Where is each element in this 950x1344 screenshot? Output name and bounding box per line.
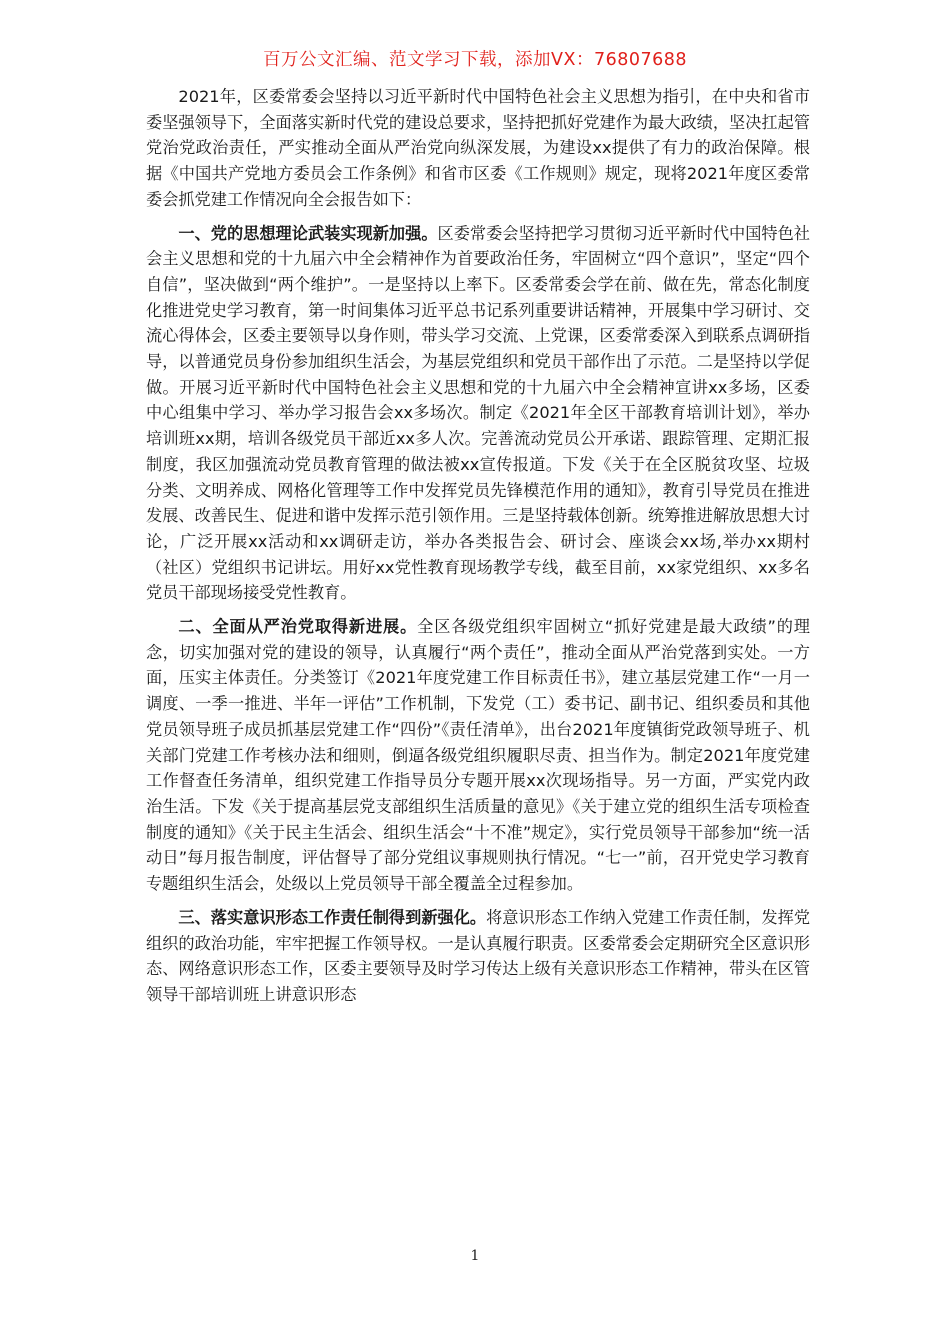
section-1-heading: 一、党的思想理论武装实现新加强。 (178, 223, 438, 243)
section-3-heading: 三、落实意识形态工作责任制得到新强化。 (178, 907, 487, 927)
section-1-text: 区委常委会坚持把学习贯彻习近平新时代中国特色社会主义思想和党的十九届六中全会精神作为首要政治任务，牢固树立“四个意识”，坚定“四个自信”，坚决做到“两个维护”。一是坚持以上率下。区委常委会学在前、做在先，常态化制度化推进党史学习教育，第一时间集体习近平总书记系列重要讲话精神，开展集中学习研讨、交流心得体会，区委主要领导以身作则，带头学习交流、上党课，区委常委深入到联系点调研指导，以普通党员身份参加组织生活会，为基层党组织和党员干部作出了示范。二是坚持以学促做。开展习近平新时代中国特色社会主义思想和党的十九届六中全会精神宣讲xx多场，区委中心组集中学习、举办学习报告会xx多场次。制定《2021年全区干部教育培训计划》，举办培训班xx期，培训各级党员干部近xx多人次。完善流动党员公开承诺、跟踪管理、定期汇报制度，我区加强流动党员教育管理的做法被xx宣传报道。下发《关于在全区脱贫攻坚、垃圾分类、文明养成、网格化管理等工作中发挥党员先锋模范作用的通知》，教育引导党员在推进发展、改善民生、促进和谐中发挥示范引领作用。三是坚持载体创新。统筹推进解放思想大讨论，广泛开展xx活动和xx调研走访，举办各类报告会、研讨会、座谈会xx场,举办xx期村（社区）党组织书记讲坛。用好xx党性教育现场教学专线，截至目前，xx家党组织、xx多名党员干部现场接受党性教育。 (146, 223, 810, 603)
header-watermark: 百万公文汇编、范文学习下载，添加VX：76807688 (262, 50, 688, 70)
page-number: 1 (470, 1248, 480, 1264)
document-body (146, 84, 810, 1016)
section-3-paragraph (146, 905, 810, 1008)
intro-paragraph: 2021年，区委常委会坚持以习近平新时代中国特色社会主义思想为指引，在中央和省市委坚强领导下，全面落实新时代党的建设总要求，坚持把抓好党建作为最大政绩，坚决扛起管党治党政治责任，严实推动全面从严治党向纵深发展，为建设xx提供了有力的政治保障。根据《中国共产党地方委员会工作条例》和省市区委《工作规则》规定，现将2021年度区委常委会抓党建工作情况向全会报告如下： (146, 87, 810, 209)
section-2-paragraph (146, 614, 810, 897)
section-3-text: 将意识形态工作纳入党建工作责任制，发挥党组织的政治功能，牢牢把握工作领导权。一是认真履行职责。区委常委会定期研究全区意识形态、网络意识形态工作，区委主要领导及时学习传达上级有关意识形态工作精神，带头在区管领导干部培训班上讲意识形态 (146, 907, 811, 1004)
section-1-paragraph (146, 221, 810, 607)
section-2-text: 全区各级党组织牢固树立“抓好党建是最大政绩”的理念，切实加强对党的建设的领导，认真履行“两个责任”，推动全面从严治党落到实处。一方面，压实主体责任。分类签订《2021年度党建工作目标责任书》，建立基层党建工作“一月一调度、一季一推进、半年一评估”工作机制，下发党（工）委书记、副书记、组织委员和其他党员领导班子成员抓基层党建工作“四份”《责任清单》，出台2021年度镇街党政领导班子、机关部门党建工作考核办法和细则，倒逼各级党组织履职尽责、担当作为。制定2021年度党建工作督查任务清单，组织党建工作指导员分专题开展xx次现场指导。另一方面，严实党内政治生活。下发《关于提高基层党支部组织生活质量的意见》《关于建立党的组织生活专项检查制度的通知》《关于民主生活会、组织生活会“十不准”规定》，实行党员领导干部参加“统一活动日”每月报告制度，评估督导了部分党组议事规则执行情况。“七一”前，召开党史学习教育专题组织生活会，处级以上党员领导干部全覆盖全过程参加。 (146, 617, 810, 894)
section-2-heading: 二、全面从严治党取得新进展。 (178, 617, 418, 637)
